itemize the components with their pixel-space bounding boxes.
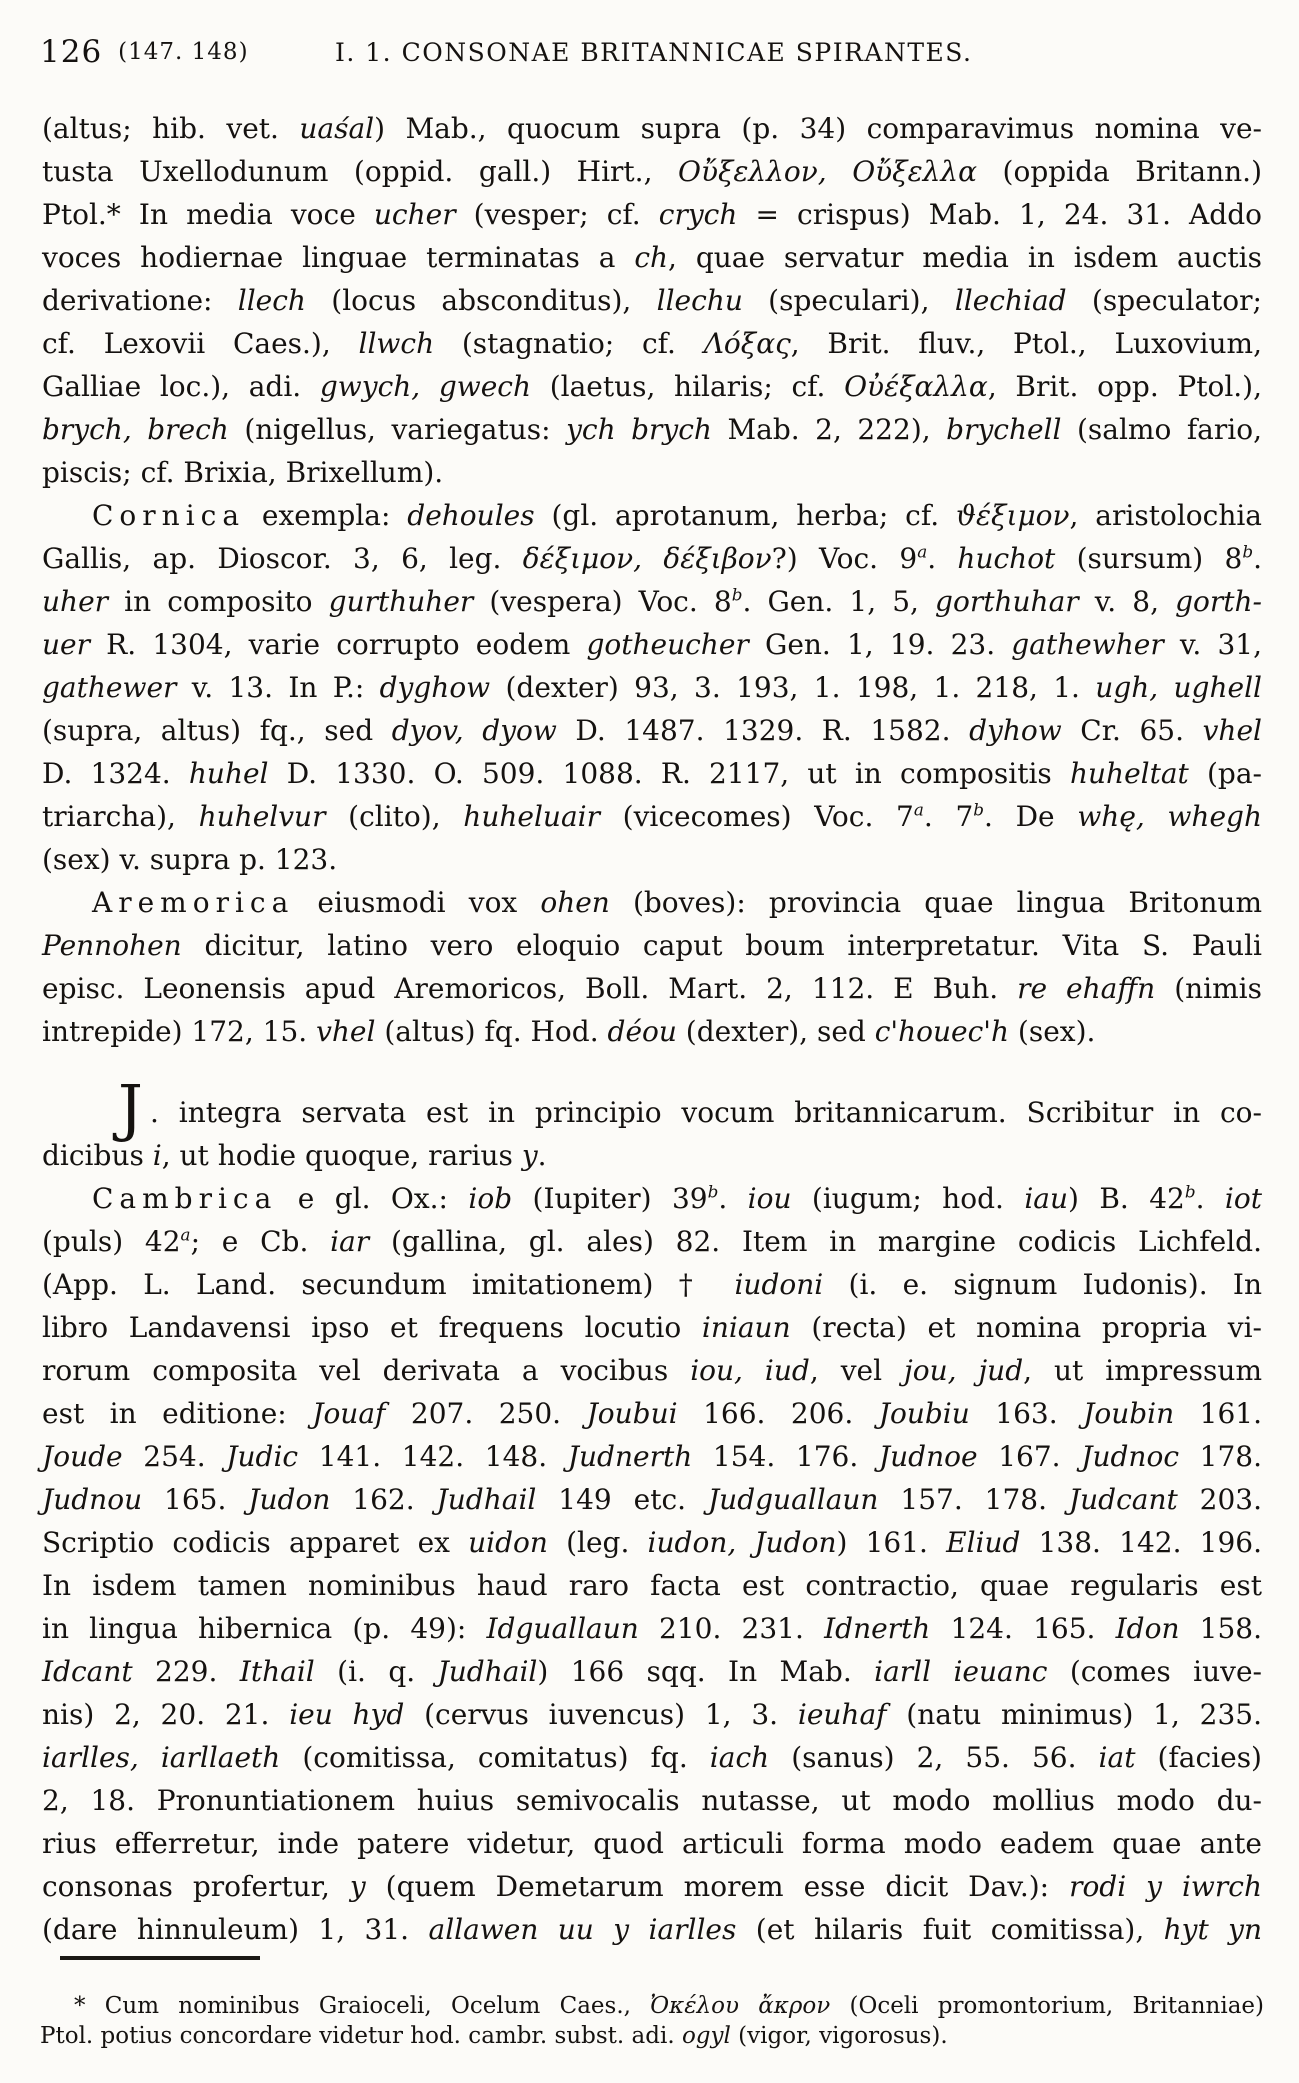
text-segment: . integra servata est in principio vocum britannicarum. Scribitur in co- (150, 1096, 1262, 1129)
italic-term: Pennohen (42, 929, 182, 962)
page-header (40, 34, 1262, 74)
italic-term: vhel (316, 1015, 376, 1048)
text-segment: e gl. Ox.: (277, 1182, 469, 1215)
italic-term: Eliud (946, 1526, 1021, 1559)
para-cornica (42, 494, 1262, 881)
italic-term: gorthuhar (935, 585, 1079, 618)
text-segment: Cr. 65. (1061, 714, 1203, 747)
italic-term: uaśal (299, 112, 375, 145)
text-segment: . (1253, 542, 1263, 575)
text-segment: (Oceli promontorium, Britanniae) (830, 1993, 1264, 2019)
italic-term: dyhow (969, 714, 1062, 747)
text-segment: v. 13. In P.: (176, 671, 380, 704)
text-segment: (dare hinnuleum) 1, 31. (42, 1913, 429, 1946)
italic-term: huhelvur (198, 800, 326, 833)
text-line (42, 1478, 1262, 1521)
text-segment: v. 31, (1163, 628, 1262, 661)
text-segment: (sex). (1009, 1015, 1096, 1048)
italic-term: ieu hyd (289, 1698, 405, 1731)
italic-term: ugh, ughell (1095, 671, 1262, 704)
text-segment: (vigor, vigorosus). (730, 2023, 948, 2049)
text-segment: Ptol.* In media voce (42, 198, 374, 231)
text-segment: . De (984, 800, 1078, 833)
text-segment: (nimis (1155, 972, 1262, 1005)
italic-term: jou, jud (904, 1354, 1024, 1387)
text-segment: 138. 142. 196. (1020, 1526, 1262, 1559)
text-segment: In isdem tamen nominibus haud raro facta est contractio, quae regularis est (42, 1569, 1262, 1602)
text-segment: a (913, 799, 924, 820)
text-segment: (clito), (325, 800, 464, 833)
text-segment: 166. 206. (677, 1397, 879, 1430)
text-segment: piscis; cf. Brixia, Brixellum). (42, 456, 444, 489)
text-segment: (dexter) 93, 3. 193, 1. 198, 1. 218, 1. (490, 671, 1096, 704)
text-segment: , aristolochia (1069, 499, 1262, 532)
text-line (42, 881, 1262, 924)
text-segment: ?) Voc. 9 (771, 542, 918, 575)
text-segment: intrepide) 172, 15. (42, 1015, 317, 1048)
text-segment: (leg. (547, 1526, 648, 1559)
italic-term: iach (709, 1741, 770, 1774)
text-segment: (puls) 42 (42, 1225, 181, 1258)
text-line (42, 1607, 1262, 1650)
text-segment: . (927, 542, 958, 575)
italic-term: gathewher (1011, 628, 1164, 661)
text-segment: eiusmodi vox (294, 886, 541, 919)
text-segment: (App. L. Land. secundum imitationem) † (42, 1268, 735, 1301)
text-segment: 157. 178. (878, 1483, 1069, 1516)
italic-term: dyghow (379, 671, 491, 704)
text-segment: consonas profertur, (42, 1870, 350, 1903)
italic-term: iudon, Judon (647, 1526, 837, 1559)
italic-term: Idcant (42, 1655, 133, 1688)
text-line (42, 623, 1262, 666)
text-line (42, 1263, 1262, 1306)
text-segment: (pa- (1188, 757, 1263, 790)
italic-term: ogyl (681, 2023, 731, 2049)
text-segment: 178. (1179, 1440, 1263, 1473)
text-segment: 2, 18. Pronuntiationem huius semivocalis nutasse, ut modo mollius modo du- (42, 1784, 1262, 1817)
italic-term: iat (1098, 1741, 1136, 1774)
page-number: 126 (40, 34, 103, 70)
text-line (42, 236, 1262, 279)
italic-term: ych brych (566, 413, 712, 446)
text-line (42, 1306, 1262, 1349)
text-segment: 161. (1174, 1397, 1263, 1430)
footnote-line (40, 2021, 1264, 2051)
italic-term: gotheucher (586, 628, 749, 661)
italic-term: uher (42, 585, 109, 618)
italic-term: Idon (1115, 1612, 1180, 1645)
text-segment: (et hilaris fuit comitissa), (736, 1913, 1164, 1946)
body-text (42, 107, 1262, 1951)
text-segment: libro Landavensi ipso et frequens locutio (42, 1311, 702, 1344)
text-segment: b (731, 584, 743, 605)
italic-term: iarll ieuanc (874, 1655, 1048, 1688)
italic-term: ohen (540, 886, 610, 919)
text-segment: ; e Cb. (190, 1225, 331, 1258)
text-segment: 124. 165. (930, 1612, 1116, 1645)
text-segment: (comes iuve- (1047, 1655, 1262, 1688)
italic-term: iniaun (701, 1311, 791, 1344)
text-line (42, 1392, 1262, 1435)
text-segment: , Brit. opp. Ptol.), (987, 370, 1263, 403)
italic-term: uer (42, 628, 90, 661)
italic-term: hyt yn (1163, 1913, 1262, 1946)
italic-term: Joubin (1083, 1397, 1175, 1430)
text-line (42, 580, 1262, 623)
italic-term: i (152, 1139, 162, 1172)
text-line (42, 1908, 1262, 1951)
text-segment: 162. (330, 1483, 437, 1516)
para-j-section (42, 1071, 1262, 1177)
italic-term: brychell (946, 413, 1062, 446)
italic-term: Judhail (436, 1483, 537, 1516)
para-cambrica (42, 1177, 1262, 1951)
text-segment: 167. (977, 1440, 1082, 1473)
text-segment: episc. Leonensis apud Aremoricos, Boll. Mart. 2, 112. E Buh. (42, 972, 1018, 1005)
greek-text: δέξιμον, δέξιβον (522, 542, 772, 575)
text-segment: (altus; hib. vet. (42, 112, 300, 145)
text-segment: in lingua hibernica (p. 49): (42, 1612, 487, 1645)
text-line (42, 795, 1262, 838)
text-line (42, 1177, 1262, 1220)
para-aremorica (42, 881, 1262, 1053)
italic-term: Judnou (42, 1483, 143, 1516)
italic-term: y (349, 1870, 366, 1903)
text-segment: R. 1304, varie corrupto eodem (90, 628, 587, 661)
text-line (42, 838, 1262, 881)
italic-term: Judguallaun (707, 1483, 879, 1516)
italic-term: iarlles, iarllaeth (42, 1741, 281, 1774)
text-segment: Scriptio codicis apparet ex (42, 1526, 469, 1559)
para-uxellodunum (42, 107, 1262, 494)
text-line (42, 1564, 1262, 1607)
text-segment: , vel (809, 1354, 905, 1387)
text-line (42, 1822, 1262, 1865)
text-segment: tusta Uxellodunum (oppid. gall.) Hirt., (42, 155, 678, 188)
italic-term: huhel (188, 757, 269, 790)
text-segment: cf. Lexovii Caes.), (42, 327, 359, 360)
text-line (42, 1134, 1262, 1177)
footnote-line (40, 1991, 1264, 2021)
text-segment: (sanus) 2, 55. 56. (769, 1741, 1099, 1774)
text-segment: (natu minimus) 1, 235. (886, 1698, 1263, 1731)
text-segment: ) 166 sqq. In Mab. (537, 1655, 875, 1688)
text-line (42, 408, 1262, 451)
text-line (42, 967, 1262, 1010)
greek-text: Οὐέξαλλα (844, 370, 988, 403)
text-segment: (iugum; hod. (791, 1182, 1025, 1215)
italic-term: Judnerth (567, 1440, 693, 1473)
text-line (42, 1010, 1262, 1053)
italic-term: llech (237, 284, 306, 317)
text-segment: nis) 2, 20. 21. (42, 1698, 290, 1731)
italic-term: Joubui (586, 1397, 678, 1430)
text-segment: exempla: (245, 499, 408, 532)
text-segment: (sursum) 8 (1055, 542, 1243, 575)
text-segment: 210. 231. (638, 1612, 825, 1645)
text-line (42, 279, 1262, 322)
text-segment: (gallina, gl. ales) 82. Item in margine codicis Lichfeld. (369, 1225, 1263, 1258)
italic-term: huchot (957, 542, 1056, 575)
italic-term: Idnerth (824, 1612, 931, 1645)
running-title: I. 1. CONSONAE BRITANNICAE SPIRANTES. (335, 38, 973, 67)
text-line (42, 752, 1262, 795)
text-segment: (comitissa, comitatus) fq. (280, 1741, 710, 1774)
italic-term: brych, brech (42, 413, 229, 446)
italic-term: iau (1024, 1182, 1068, 1215)
italic-term: Judic (226, 1440, 299, 1473)
text-segment: (salmo fario, (1061, 413, 1262, 446)
text-segment: * Cum nominibus Graioceli, Ocelum Caes., (74, 1993, 651, 2019)
text-segment: (oppida Britann.) (977, 155, 1262, 188)
text-segment: Cornica (92, 499, 246, 532)
italic-term: re ehaffn (1017, 972, 1156, 1005)
italic-term: dyov, dyow (391, 714, 557, 747)
text-segment: 158. (1179, 1612, 1263, 1645)
text-segment: D. 1324. (42, 757, 189, 790)
text-line (42, 1521, 1262, 1564)
text-segment: Ptol. potius concordare videtur hod. cambr. subst. adi. (40, 2023, 682, 2049)
text-segment: b (1184, 1181, 1196, 1202)
text-segment: 254. (122, 1440, 227, 1473)
text-segment: (laetus, hilaris; cf. (531, 370, 845, 403)
italic-term: Judnoc (1081, 1440, 1180, 1473)
text-segment: (Iupiter) 39 (512, 1182, 708, 1215)
text-segment: (supra, altus) fq., sed (42, 714, 392, 747)
italic-term: whę, whegh (1077, 800, 1262, 833)
text-segment: (cervus iuvencus) 1, 3. (404, 1698, 798, 1731)
text-segment: 203. (1177, 1483, 1262, 1516)
footnote-rule (60, 1956, 260, 1960)
text-line (42, 1736, 1262, 1779)
text-segment: (i. e. signum Iudonis). In (823, 1268, 1262, 1301)
text-segment: (vespera) Voc. 8 (473, 585, 732, 618)
italic-term: dehoules (407, 499, 535, 532)
text-line (42, 451, 1262, 494)
greek-text: ϑέξιμον (956, 499, 1070, 532)
italic-term: gathewer (42, 671, 177, 704)
text-line (42, 1349, 1262, 1392)
text-segment: Galliae loc.), adi. (42, 370, 320, 403)
text-line (42, 1779, 1262, 1822)
text-segment: 165. (142, 1483, 249, 1516)
text-segment: 207. 250. (385, 1397, 587, 1430)
text-segment: . (718, 1182, 748, 1215)
text-line (42, 494, 1262, 537)
text-segment: (stagnatio; cf. (434, 327, 704, 360)
text-line (42, 1071, 1262, 1144)
text-line (42, 150, 1262, 193)
text-segment: (dexter), sed (676, 1015, 875, 1048)
text-segment: ) B. 42 (1068, 1182, 1185, 1215)
italic-term: iob (468, 1182, 513, 1215)
greek-text: Οὔξελλον, Οὔξελλα (678, 155, 978, 188)
text-segment: Gallis, ap. Dioscor. 3, 6, leg. (42, 542, 523, 575)
italic-term: ch (634, 241, 669, 274)
text-line (42, 1693, 1262, 1736)
text-segment: D. 1330. O. 509. 1088. R. 2117, ut in compositis (268, 757, 1070, 790)
text-segment: b (973, 799, 985, 820)
footnote (40, 1991, 1264, 2051)
text-segment: , ut impressum (1023, 1354, 1262, 1387)
italic-term: uidon (468, 1526, 548, 1559)
italic-term: gurthuher (328, 585, 474, 618)
italic-term: allawen uu y iarlles (428, 1913, 737, 1946)
dropcap-initial: J (118, 1071, 143, 1144)
text-segment: , ut hodie quoque, rarius (161, 1139, 522, 1172)
text-segment: . 7 (923, 800, 974, 833)
italic-term: Jouaf (312, 1397, 386, 1430)
text-segment: rorum composita vel derivata a vocibus (42, 1354, 691, 1387)
text-segment: . (1195, 1182, 1225, 1215)
text-segment: ) Mab., quocum supra (p. 34) comparavimus nomina ve- (374, 112, 1263, 145)
text-line (42, 666, 1262, 709)
italic-term: llechiad (954, 284, 1067, 317)
italic-term: c'houec'h (874, 1015, 1010, 1048)
italic-term: huheluair (463, 800, 600, 833)
text-segment: . Gen. 1, 5, (742, 585, 936, 618)
text-segment: a (917, 541, 928, 562)
italic-term: gwych, gwech (319, 370, 532, 403)
text-segment: (nigellus, variegatus: (228, 413, 567, 446)
italic-term: iou, iud (690, 1354, 810, 1387)
text-segment: (boves): provincia quae lingua Britonum (609, 886, 1262, 919)
text-line (42, 709, 1262, 752)
text-line (42, 193, 1262, 236)
text-segment: = crispus) Mab. 1, 24. 31. Addo (737, 198, 1262, 231)
text-line (42, 537, 1262, 580)
text-segment: voces hodiernae linguae terminatas a (42, 241, 635, 274)
italic-term: déou (607, 1015, 677, 1048)
column-reference: (147. 148) (118, 39, 249, 65)
text-segment: (vesper; cf. (455, 198, 659, 231)
text-segment: (speculari), (742, 284, 955, 317)
italic-term: iot (1224, 1182, 1262, 1215)
text-segment: , Brit. fluv., Ptol., Luxovium, (790, 327, 1262, 360)
italic-term: ucher (373, 198, 456, 231)
text-line (42, 924, 1262, 967)
italic-term: Ithail (239, 1655, 315, 1688)
italic-term: Judcant (1068, 1483, 1178, 1516)
text-segment: a (180, 1224, 191, 1245)
text-segment: rius efferretur, inde patere videtur, quod articuli forma modo eadem quae ante (42, 1827, 1262, 1860)
italic-term: Joubiu (878, 1397, 970, 1430)
italic-term: gorth- (1175, 585, 1262, 618)
greek-text: Ὀκέλου ἄκρον (650, 1993, 831, 2019)
text-segment: triarcha), (42, 800, 199, 833)
italic-term: rodi y iwrch (1069, 1870, 1262, 1903)
italic-term: crych (658, 198, 738, 231)
text-segment: 163. (969, 1397, 1084, 1430)
text-line (42, 322, 1262, 365)
text-segment: Aremorica (92, 886, 295, 919)
text-segment: derivatione: (42, 284, 238, 317)
text-segment: (speculator; (1066, 284, 1262, 317)
italic-term: Idguallaun (486, 1612, 639, 1645)
text-segment: v. 8, (1078, 585, 1176, 618)
text-line (42, 1435, 1262, 1478)
italic-term: ieuhaf (797, 1698, 887, 1731)
italic-term: Joude (42, 1440, 123, 1473)
text-segment: (locus absconditus), (305, 284, 657, 317)
text-line (42, 1220, 1262, 1263)
text-segment: . (537, 1139, 547, 1172)
text-segment: dicitur, latino vero eloquio caput boum interpretatur. Vita S. Pauli (181, 929, 1262, 962)
text-segment: in composito (108, 585, 329, 618)
text-segment: , quae servatur media in isdem auctis (668, 241, 1262, 274)
text-segment: 154. 176. (692, 1440, 879, 1473)
italic-term: huheltat (1069, 757, 1189, 790)
text-segment: (recta) et nomina propria vi- (790, 1311, 1263, 1344)
text-segment: (altus) fq. Hod. (375, 1015, 608, 1048)
text-line (42, 107, 1262, 150)
text-segment: (sex) v. supra p. 123. (42, 843, 338, 876)
text-line (42, 1650, 1262, 1693)
italic-term: vhel (1202, 714, 1262, 747)
text-line (42, 1865, 1262, 1908)
italic-term: llwch (358, 327, 435, 360)
text-segment: (vicecomes) Voc. 7 (599, 800, 914, 833)
text-segment: Gen. 1, 19. 23. (748, 628, 1012, 661)
text-segment: est in editione: (42, 1397, 313, 1430)
greek-text: Λόξας (703, 327, 791, 360)
italic-term: iou (747, 1182, 792, 1215)
italic-term: Judon (248, 1483, 331, 1516)
text-segment: (facies) (1135, 1741, 1262, 1774)
text-segment: 229. (132, 1655, 240, 1688)
italic-term: Judhail (437, 1655, 538, 1688)
text-segment: Mab. 2, 222), (711, 413, 947, 446)
text-segment: 149 etc. (536, 1483, 708, 1516)
italic-term: iar (330, 1225, 370, 1258)
text-segment: (gl. aprotanum, herba; cf. (534, 499, 956, 532)
text-segment: b (1242, 541, 1254, 562)
text-segment: dicibus (42, 1139, 153, 1172)
text-segment: (i. q. (314, 1655, 438, 1688)
text-segment: b (707, 1181, 719, 1202)
text-segment: D. 1487. 1329. R. 1582. (556, 714, 970, 747)
text-segment: Cambrica (92, 1182, 278, 1215)
text-line (42, 365, 1262, 408)
text-segment: 141. 142. 148. (298, 1440, 568, 1473)
italic-term: y (521, 1139, 538, 1172)
italic-term: Judnoe (878, 1440, 978, 1473)
italic-term: llechu (656, 284, 743, 317)
text-segment: ) 161. (836, 1526, 947, 1559)
italic-term: iudoni (734, 1268, 824, 1301)
text-segment: (quem Demetarum morem esse dicit Dav.): (365, 1870, 1070, 1903)
